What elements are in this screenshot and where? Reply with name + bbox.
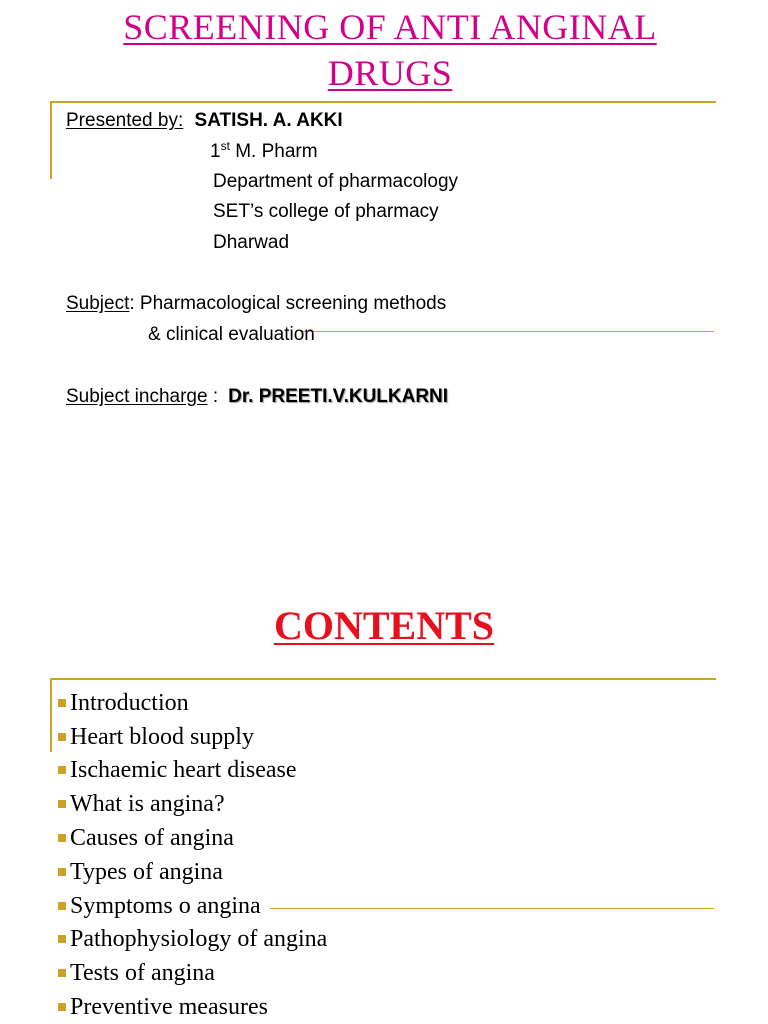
year-number: 1 <box>210 141 221 162</box>
contents-heading: CONTENTS <box>273 603 495 648</box>
square-bullet-icon <box>58 699 66 707</box>
city: Dharwad <box>213 232 290 253</box>
year-suffix: st <box>220 139 230 153</box>
incharge-label: Subject incharge <box>66 386 208 407</box>
square-bullet-icon <box>58 969 66 977</box>
subject-line <box>66 293 446 315</box>
presented-by-label: Presented by: <box>66 110 184 131</box>
list-item: Preventive measures <box>56 990 327 1024</box>
list-item: Causes of angina <box>56 821 327 855</box>
presenter-line <box>66 110 343 132</box>
square-bullet-icon <box>58 902 66 910</box>
list-item: What is angina? <box>56 787 327 821</box>
slide1-left-rule <box>50 101 52 179</box>
college: SET’s college of pharmacy <box>213 201 439 222</box>
slide2-mid-rule <box>270 908 714 909</box>
list-item: Types of angina <box>56 855 327 889</box>
year-line <box>210 141 318 163</box>
contents-list <box>56 686 327 1024</box>
incharge-colon: : <box>207 386 219 407</box>
square-bullet-icon <box>58 800 66 808</box>
slide1-top-rule <box>50 101 716 103</box>
incharge-name: Dr. PREETI.V.KULKARNI <box>228 386 449 407</box>
square-bullet-icon <box>58 935 66 943</box>
list-item: Tests of angina <box>56 956 327 990</box>
list-item: Ischaemic heart disease <box>56 754 327 788</box>
list-item: Symptoms o angina <box>56 889 327 923</box>
square-bullet-icon <box>58 766 66 774</box>
year-rest: M. Pharm <box>229 141 318 162</box>
department: Department of pharmacology <box>213 171 459 192</box>
list-item: Heart blood supply <box>56 720 327 754</box>
square-bullet-icon <box>58 733 66 741</box>
slide2-top-rule <box>50 678 716 680</box>
slide2-left-rule <box>50 678 52 752</box>
list-item: Introduction <box>56 686 327 720</box>
list-item: Pathophysiology of angina <box>56 923 327 957</box>
subject-label: Subject <box>66 293 130 314</box>
square-bullet-icon <box>58 1003 66 1011</box>
square-bullet-icon <box>58 868 66 876</box>
subject-text-2: & clinical evaluation <box>148 324 315 345</box>
square-bullet-icon <box>58 834 66 842</box>
slide-title: SCREENING OF ANTI ANGINAL DRUGS <box>123 7 657 93</box>
slide1-mid-rule <box>300 331 714 332</box>
subject-text: : Pharmacological screening methods <box>129 293 447 314</box>
incharge-line <box>66 386 448 408</box>
presenter-name: SATISH. A. AKKI <box>194 110 343 131</box>
